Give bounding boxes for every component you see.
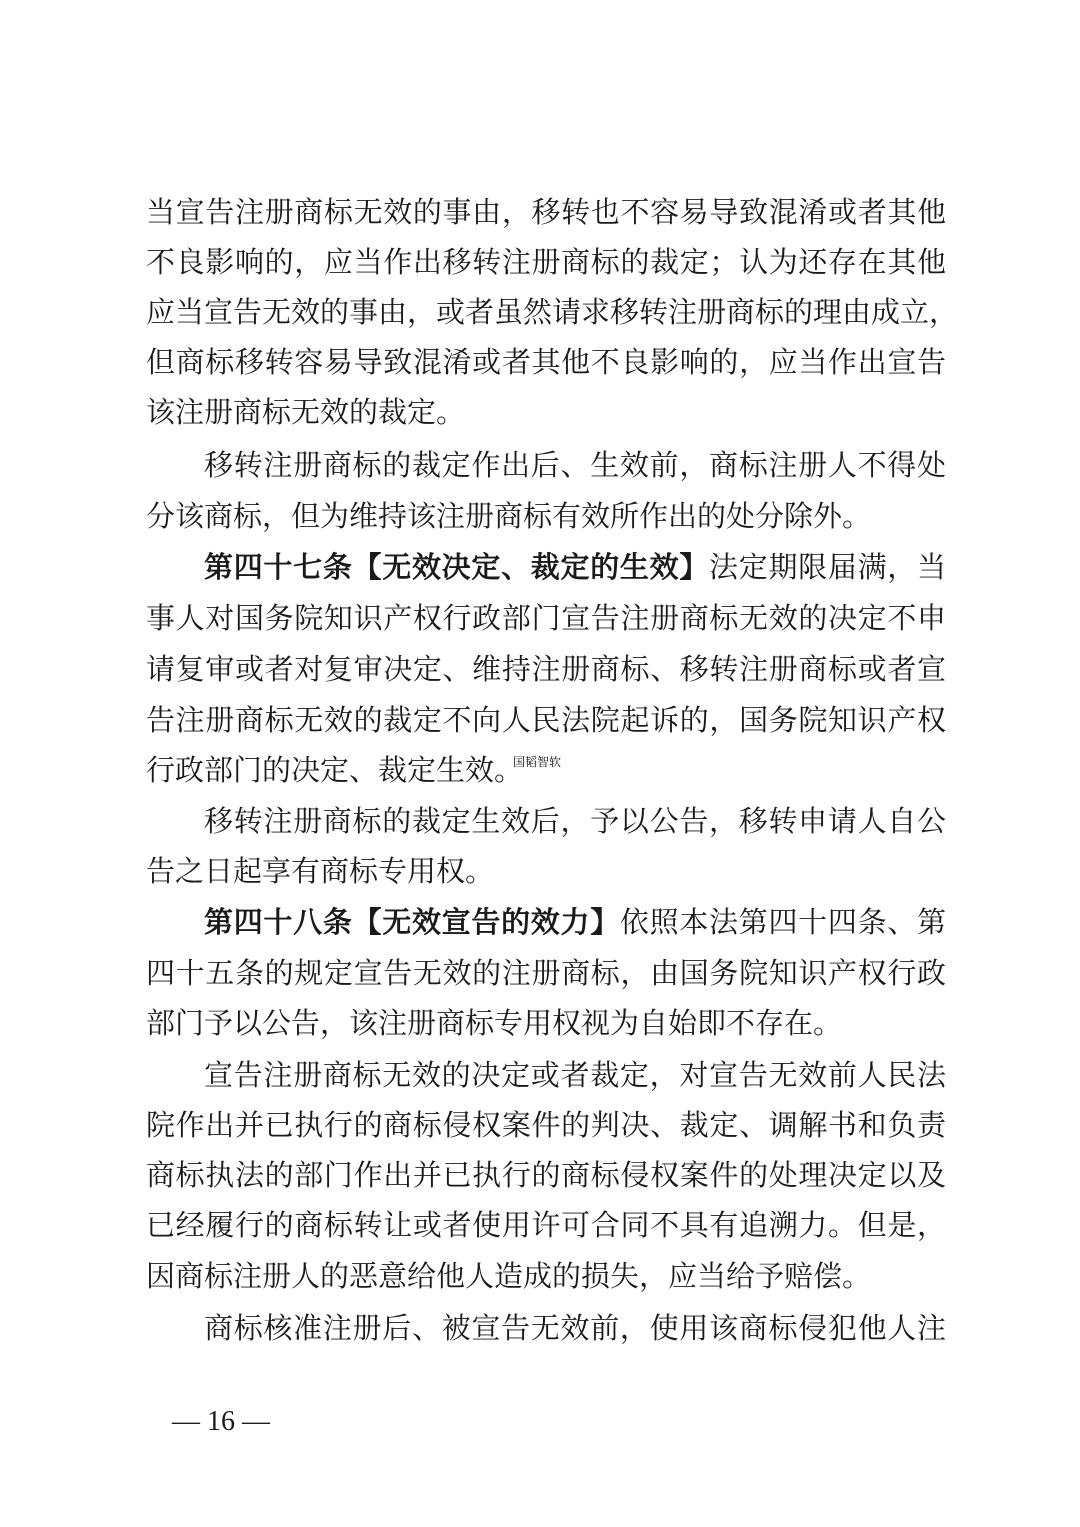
page-number: — 16 — (172, 1406, 270, 1437)
text-line: 行政部门的决定、裁定生效。 (146, 753, 524, 787)
text-line: 已经履行的商标转让或者使用许可合同不具有追溯力。但是， (146, 1208, 946, 1242)
text-line: 告之日起享有商标专用权。 (146, 854, 495, 888)
text-span: 法定期限届满，当 (709, 550, 946, 584)
text-line: 移转注册商标的裁定作出后、生效前，商标注册人不得处 (204, 448, 946, 482)
text-line: 商标执法的部门作出并已执行的商标侵权案件的处理决定以及 (146, 1158, 946, 1192)
text-line: 移转注册商标的裁定生效后，予以公告，移转申请人自公 (204, 804, 946, 838)
text-line: 不良影响的，应当作出移转注册商标的裁定；认为还存在其他 (146, 245, 946, 279)
article-48-heading: 第四十八条【无效宣告的效力】 (204, 905, 620, 939)
watermark-label: 国韬智软 (513, 755, 562, 769)
article-47-line (204, 542, 946, 592)
text-line: 请复审或者对复审决定、维持注册商标、移转注册商标或者宣 (146, 652, 946, 686)
text-line: 应当宣告无效的事由，或者虽然请求移转注册商标的理由成立， (146, 295, 959, 329)
text-line: 商标核准注册后、被宣告无效前，使用该商标侵犯他人注 (204, 1311, 946, 1345)
text-line: 因商标注册人的恶意给他人造成的损失，应当给予赔偿。 (146, 1259, 872, 1293)
text-line: 部门予以公告，该注册商标专用权视为自始即不存在。 (146, 1006, 843, 1040)
text-line: 分该商标，但为维持该注册商标有效所作出的处分除外。 (146, 499, 872, 533)
text-span: 依照本法第四十四条、第 (619, 905, 946, 939)
text-line: 该注册商标无效的裁定。 (146, 395, 466, 429)
text-line: 当宣告注册商标无效的事由，移转也不容易导致混淆或者其他 (146, 195, 946, 229)
text-line: 宣告注册商标无效的决定或者裁定，对宣告无效前人民法 (204, 1058, 946, 1092)
text-line: 告注册商标无效的裁定不向人民法院起诉的，国务院知识产权 (146, 703, 946, 737)
text-line: 但商标移转容易导致混淆或者其他不良影响的，应当作出宣告 (146, 345, 946, 379)
article-47-heading: 第四十七条【无效决定、裁定的生效】 (204, 550, 710, 584)
text-line: 事人对国务院知识产权行政部门宣告注册商标无效的决定不申 (146, 601, 946, 635)
article-48-line (204, 897, 946, 947)
text-line: 院作出并已执行的商标侵权案件的判决、裁定、调解书和负责 (146, 1108, 946, 1142)
text-line: 四十五条的规定宣告无效的注册商标，由国务院知识产权行政 (146, 956, 946, 990)
